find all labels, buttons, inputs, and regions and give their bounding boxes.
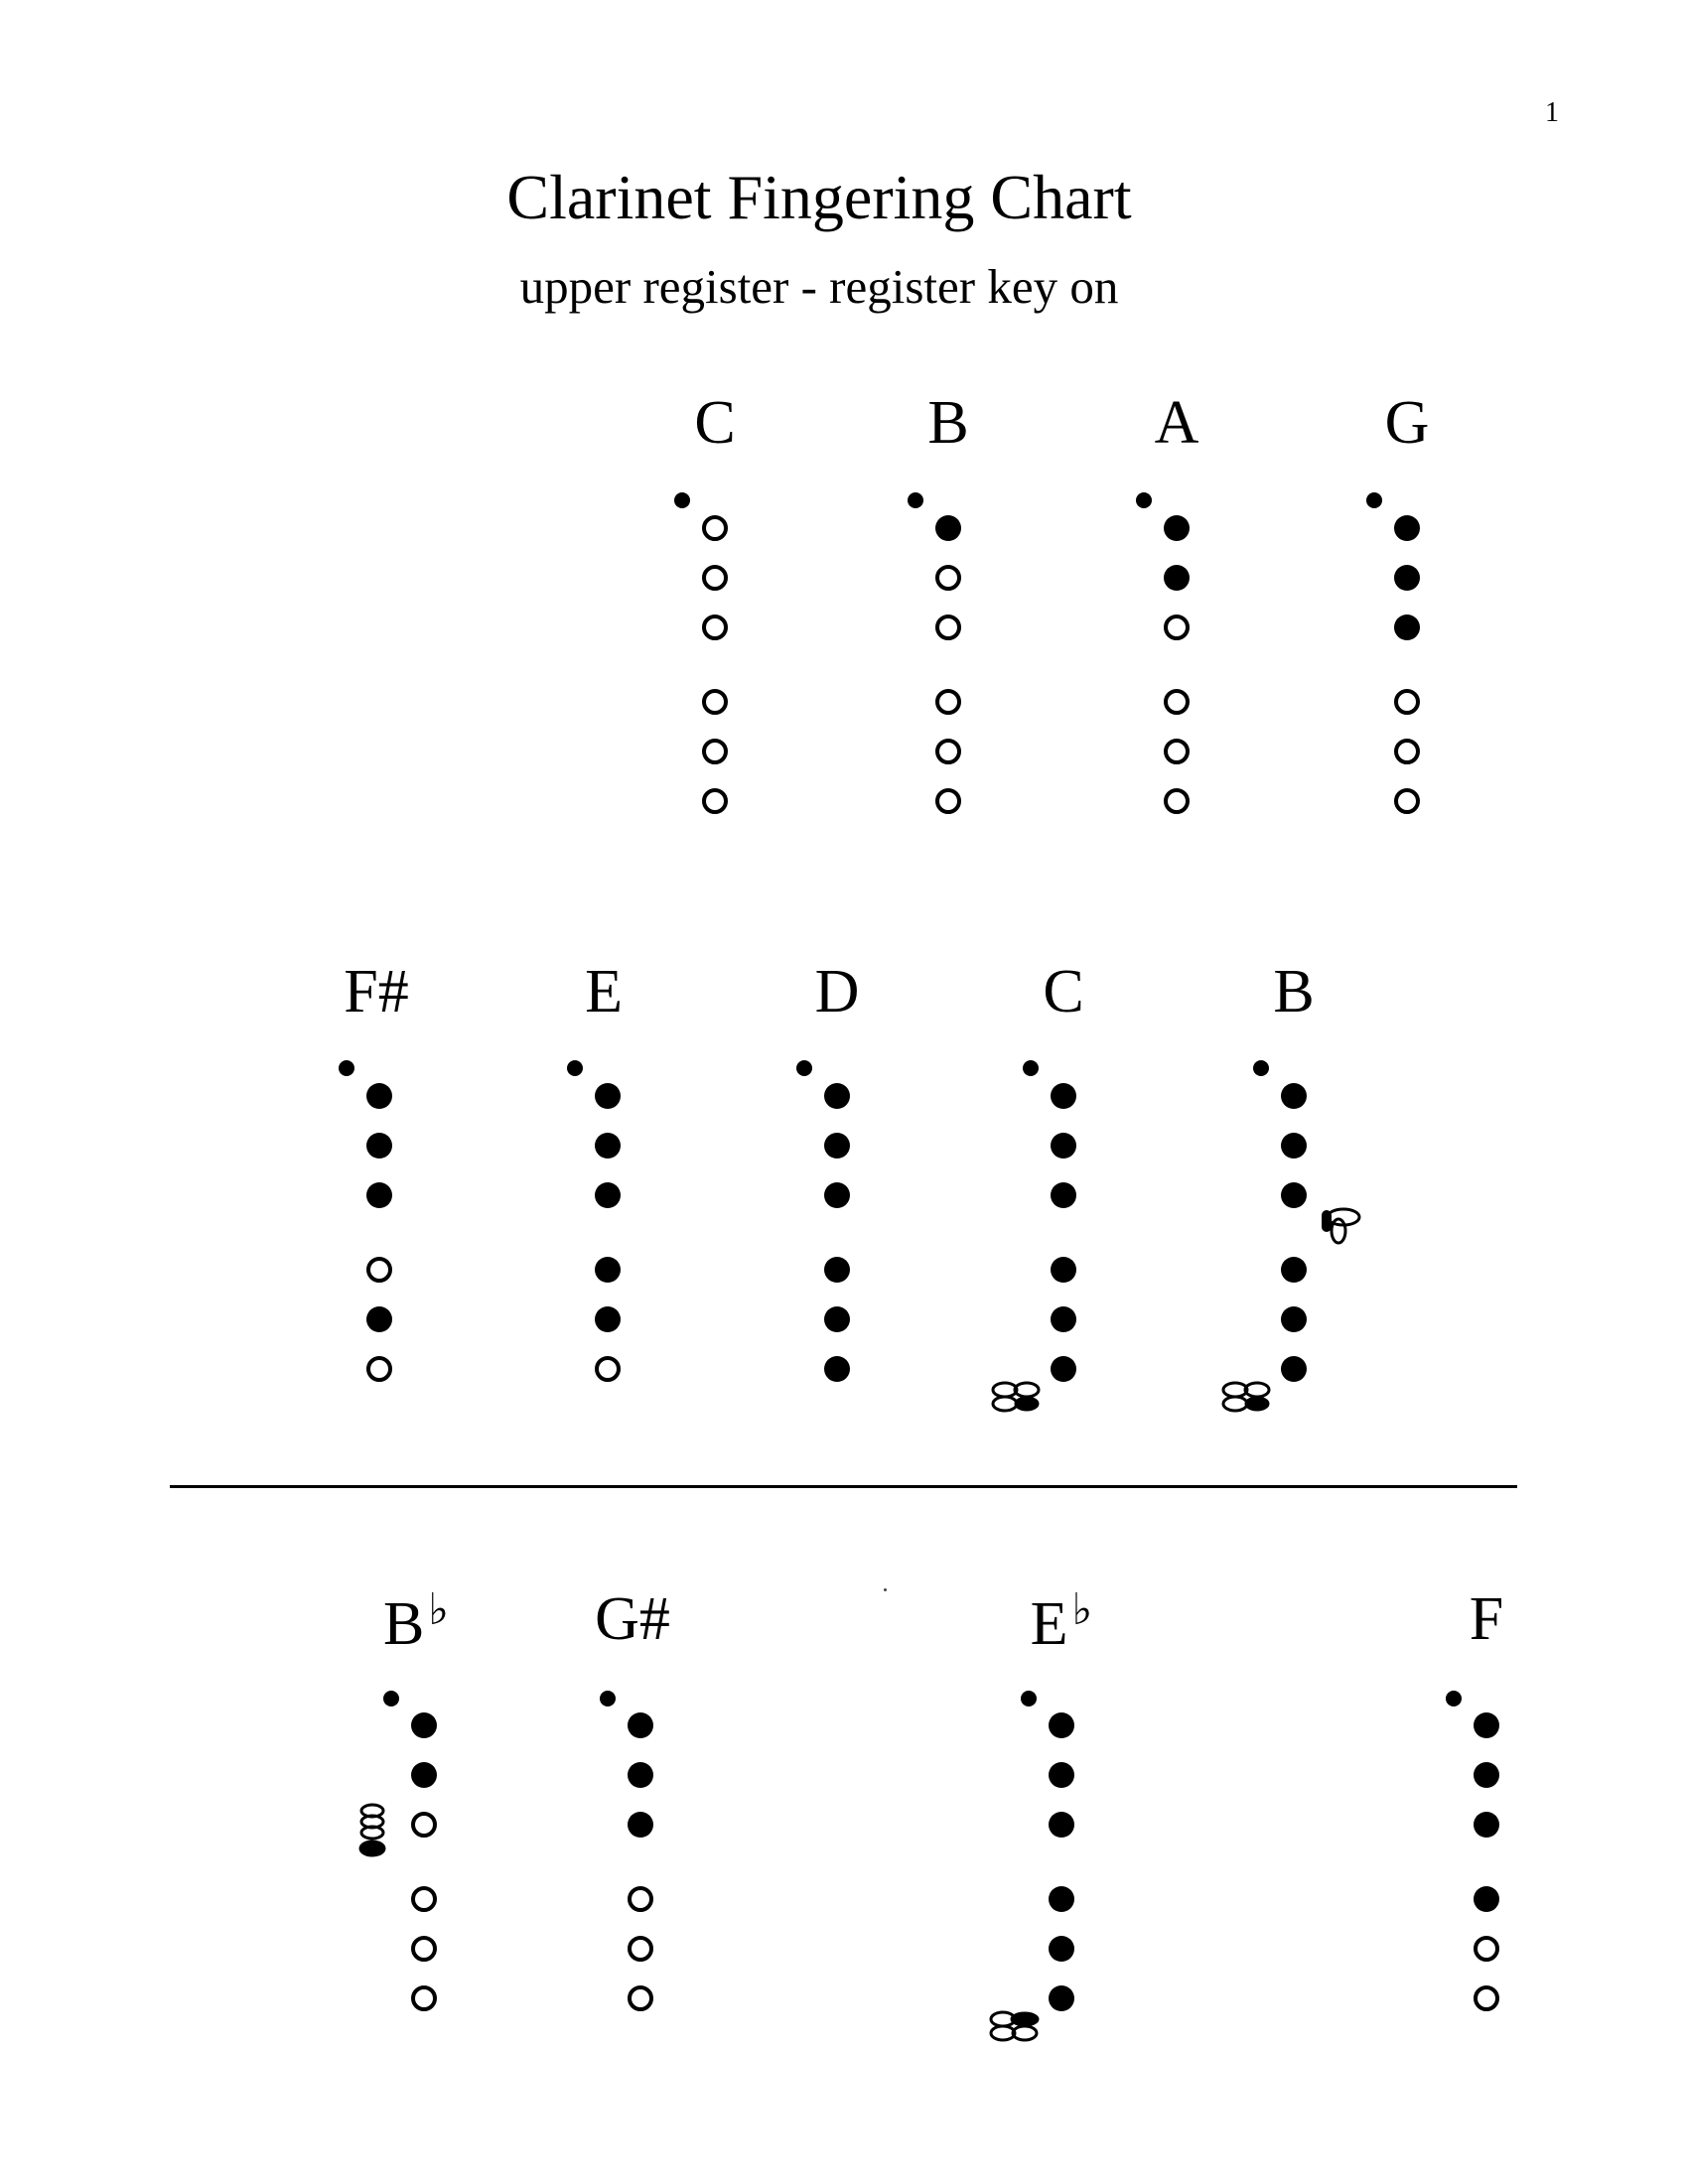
row3-note1-name: B — [382, 1590, 425, 1658]
row2-note5-hole-1-closed — [1281, 1083, 1307, 1109]
row2-note4-hole-1-closed — [1051, 1083, 1076, 1109]
row3-note4-hole-6-open — [1476, 1987, 1497, 2009]
row3-note1-hole-6-open — [413, 1987, 435, 2009]
row2-note3-hole-2-closed — [824, 1133, 850, 1159]
row2-note2-name: E — [585, 958, 623, 1025]
row1-note2-hole-4-open — [937, 691, 959, 713]
row1-note3-hole-4-open — [1166, 691, 1188, 713]
row2-note3-name: D — [814, 958, 860, 1025]
row2-note5-register-key-dot — [1253, 1060, 1269, 1076]
row1-note3-hole-3-open — [1166, 616, 1188, 638]
row1-note4-hole-4-open — [1396, 691, 1418, 713]
row2-note4-hole-2-closed — [1051, 1133, 1076, 1159]
row2-note4-hole-5-closed — [1051, 1306, 1076, 1332]
row2-note1-name: F# — [344, 958, 409, 1025]
row2-note1-hole-2-closed — [366, 1133, 392, 1159]
row1-note1-hole-1-open — [704, 517, 726, 539]
page-subtitle: upper register - register key on — [519, 259, 1119, 314]
row1-note4-hole-1-closed — [1394, 515, 1420, 541]
row3-note2-hole-1-closed — [628, 1712, 653, 1738]
row3-note3-hole-4-closed — [1049, 1886, 1074, 1912]
row1-note1-hole-5-open — [704, 741, 726, 762]
row3-note4-hole-1-closed — [1474, 1712, 1499, 1738]
row2-note4-pinky-key-2 — [993, 1397, 1017, 1411]
row2-note3-hole-5-closed — [824, 1306, 850, 1332]
row2-note1-hole-4-open — [368, 1259, 390, 1281]
row2-note3-hole-4-closed — [824, 1257, 850, 1283]
row3-note2-hole-4-open — [630, 1888, 651, 1910]
row2-note4-hole-3-closed — [1051, 1182, 1076, 1208]
row2-note2-hole-6-open — [597, 1358, 619, 1380]
row2-note5-name: B — [1273, 958, 1315, 1025]
row3-note4-hole-2-closed — [1474, 1762, 1499, 1788]
row3-note2-hole-2-closed — [628, 1762, 653, 1788]
row3-note3-pinky-key-2 — [991, 2026, 1015, 2040]
row3-note3-hole-5-closed — [1049, 1936, 1074, 1962]
row1-note2-hole-1-closed — [935, 515, 961, 541]
row2-note2-hole-1-closed — [595, 1083, 621, 1109]
row2-note1-hole-1-closed — [366, 1083, 392, 1109]
row2-note2-hole-4-closed — [595, 1257, 621, 1283]
row3-note1-register-key-dot — [383, 1691, 399, 1706]
row3-note1-hole-2-closed — [411, 1762, 437, 1788]
row1-note2-hole-2-open — [937, 567, 959, 589]
row1-note1-register-key-dot — [674, 492, 690, 508]
row2-note5-hole-6-closed — [1281, 1356, 1307, 1382]
row2-note4-pinky-key-4 — [1015, 1397, 1039, 1411]
row1-note2-name: B — [927, 389, 969, 457]
row2-note3-hole-1-closed — [824, 1083, 850, 1109]
row1-note3-hole-6-open — [1166, 790, 1188, 812]
row3-note1-hole-1-closed — [411, 1712, 437, 1738]
row3-note3-hole-3-closed — [1049, 1812, 1074, 1838]
row3-note2-register-key-dot — [600, 1691, 616, 1706]
row2-note5-hole-3-closed — [1281, 1182, 1307, 1208]
row1-note4-hole-5-open — [1396, 741, 1418, 762]
row2-note3-hole-3-closed — [824, 1182, 850, 1208]
row3-note2-hole-3-closed — [628, 1812, 653, 1838]
row1-note3-hole-5-open — [1166, 741, 1188, 762]
row2-note4-hole-6-closed — [1051, 1356, 1076, 1382]
row2-note1-hole-5-closed — [366, 1306, 392, 1332]
row1-note4-hole-2-closed — [1394, 565, 1420, 591]
row3-note1-hole-4-open — [413, 1888, 435, 1910]
row2-note5-hole-4-closed — [1281, 1257, 1307, 1283]
row2-note4-register-key-dot — [1023, 1060, 1039, 1076]
row2-note2-hole-3-closed — [595, 1182, 621, 1208]
row3-note3-hole-1-closed — [1049, 1712, 1074, 1738]
row2-note3-register-key-dot — [796, 1060, 812, 1076]
row3-note2-name: G# — [595, 1585, 670, 1653]
row3-note3-hole-2-closed — [1049, 1762, 1074, 1788]
row3-note1-hole-3-open — [413, 1814, 435, 1836]
row1-note3-name: A — [1154, 389, 1199, 457]
row3-note2-hole-5-open — [630, 1938, 651, 1960]
row2-note5-hole-2-closed — [1281, 1133, 1307, 1159]
row1-note3-hole-2-closed — [1164, 565, 1190, 591]
row2-note2-hole-5-closed — [595, 1306, 621, 1332]
row1-note1-hole-3-open — [704, 616, 726, 638]
row3-note4-hole-5-open — [1476, 1938, 1497, 1960]
row2-note4-pinky-key-3 — [1015, 1383, 1039, 1397]
row3-note4-name: F — [1469, 1585, 1504, 1653]
row1-note1-name: C — [694, 389, 736, 457]
row2-note4-pinky-key-1 — [993, 1383, 1017, 1397]
row1-note2-hole-6-open — [937, 790, 959, 812]
row2-note1-register-key-dot — [339, 1060, 354, 1076]
row3-note1-side-key-4 — [359, 1841, 385, 1856]
row3-note3-hole-6-closed — [1049, 1985, 1074, 2011]
row3-note4-hole-3-closed — [1474, 1812, 1499, 1838]
row1-note3-hole-1-closed — [1164, 515, 1190, 541]
row1-note1-hole-4-open — [704, 691, 726, 713]
row2-note2-hole-2-closed — [595, 1133, 621, 1159]
row2-note5-hole-5-closed — [1281, 1306, 1307, 1332]
page-number: 1 — [1545, 97, 1559, 128]
row3-note3-pinky-key-3 — [1011, 2012, 1039, 2026]
row1-note1-hole-6-open — [704, 790, 726, 812]
row2-note5-pinky-key-2 — [1223, 1397, 1247, 1411]
row1-note4-register-key-dot — [1366, 492, 1382, 508]
row2-note1-hole-3-closed — [366, 1182, 392, 1208]
row3-note3-pinky-key-4 — [1013, 2026, 1037, 2040]
page-title: Clarinet Fingering Chart — [506, 162, 1132, 232]
row3-note3-name: E — [1030, 1590, 1068, 1658]
row2-note2-register-key-dot — [567, 1060, 583, 1076]
row1-note1-hole-2-open — [704, 567, 726, 589]
row2-note3-hole-6-closed — [824, 1356, 850, 1382]
row3-note2-hole-6-open — [630, 1987, 651, 2009]
row2-note4-hole-4-closed — [1051, 1257, 1076, 1283]
row1-note3-register-key-dot — [1136, 492, 1152, 508]
row1-note2-hole-5-open — [937, 741, 959, 762]
row2-note4-name: C — [1043, 958, 1084, 1025]
row3-note3-register-key-dot — [1021, 1691, 1037, 1706]
row1-note2-hole-3-open — [937, 616, 959, 638]
row2-note5-pinky-key-1 — [1223, 1383, 1247, 1397]
row2-note1-hole-6-open — [368, 1358, 390, 1380]
row3-note3-accidental: ♭ — [1071, 1585, 1093, 1634]
row1-note4-hole-6-open — [1396, 790, 1418, 812]
row2-note5-pinky-key-4 — [1245, 1397, 1269, 1411]
row3-note1-accidental: ♭ — [428, 1585, 450, 1634]
row2-note5-pinky-key-3 — [1245, 1383, 1269, 1397]
row3-note4-hole-4-closed — [1474, 1886, 1499, 1912]
row3-note1-hole-5-open — [413, 1938, 435, 1960]
row1-note4-hole-3-closed — [1394, 614, 1420, 640]
row2-note5-side-key-3 — [1332, 1219, 1345, 1243]
row1-note2-register-key-dot — [908, 492, 923, 508]
row3-note4-register-key-dot — [1446, 1691, 1462, 1706]
row1-note4-name: G — [1384, 389, 1430, 457]
